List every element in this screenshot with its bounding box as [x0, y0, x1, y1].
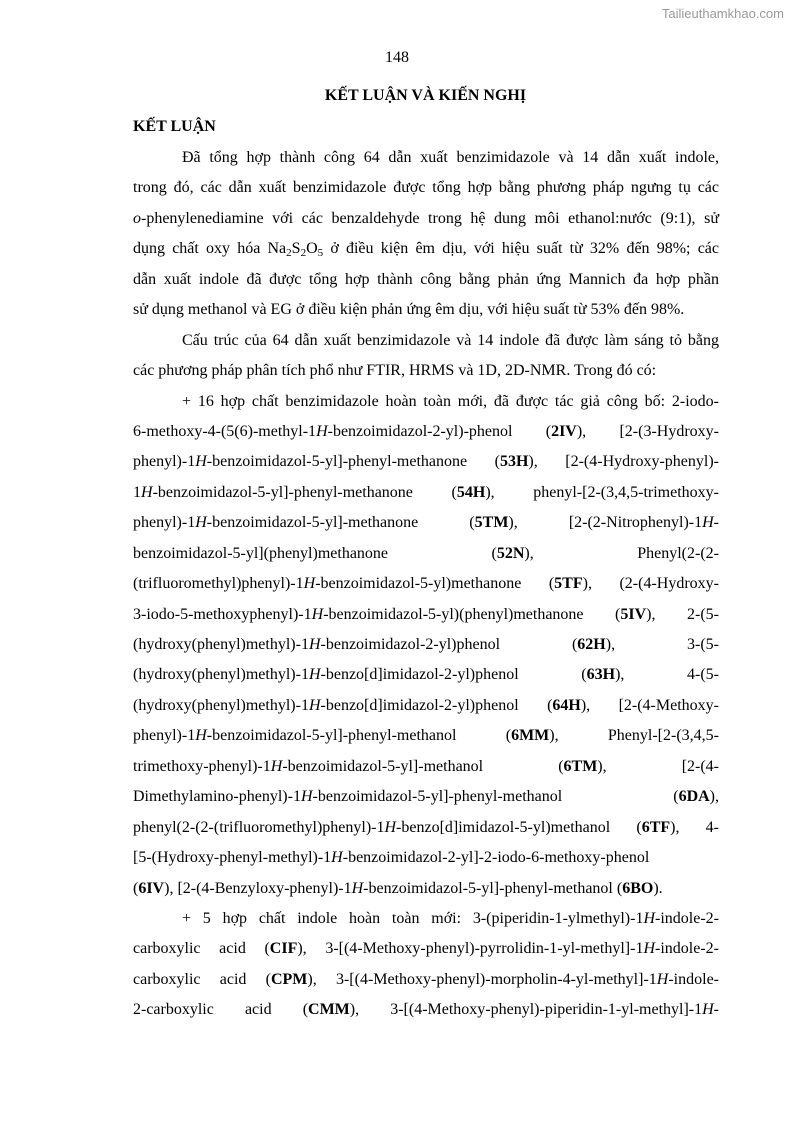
section-heading: KẾT LUẬN: [133, 118, 216, 135]
text-line: [133, 513, 719, 543]
text-run: [5-(Hydroxy-phenyl-methyl)-1: [133, 849, 332, 867]
text-run: O: [306, 240, 318, 258]
text-line: [133, 635, 719, 665]
italic-text: H: [702, 514, 714, 532]
text-line: [133, 483, 719, 513]
subscript: 2: [286, 247, 292, 260]
text-run: -benzoimidazol-5-yl)methanone (: [315, 575, 555, 593]
text-line: [133, 361, 719, 391]
paragraph: [133, 392, 719, 909]
text-run: phenyl(2-(2-(trifluoromethyl)phenyl)-1: [133, 818, 385, 836]
text-run: -: [713, 514, 719, 532]
italic-text: H: [300, 788, 313, 806]
chapter-title: KẾT LUẬN VÀ KIẾN NGHỊ: [324, 87, 527, 104]
text-run: trimethoxy-phenyl)-1: [133, 757, 271, 775]
text-line: [133, 178, 719, 208]
text-line: [133, 270, 719, 300]
italic-text: H: [308, 666, 321, 684]
text-run: sử dụng methanol và EG ở điều kiện phản ứng êm dịu, với hiệu suất từ 53% đến 98%.: [133, 301, 685, 319]
document-body: [133, 148, 719, 1031]
text-run: -benzo[d]imidazol-2-yl)phenol (: [320, 666, 587, 684]
compound-code: CPM: [270, 970, 308, 988]
compound-code: 62H: [577, 636, 606, 653]
italic-text: H: [308, 636, 321, 653]
watermark: Tailieuthamkhao.com: [661, 6, 784, 21]
text-run: ), 3-[(4-Methoxy-phenyl)-piperidin-1-yl-methyl]-1: [349, 1001, 703, 1019]
text-run: -benzoimidazol-5-yl]-phenyl-methanol (: [206, 727, 512, 745]
text-run: -phenylenediamine với các benzaldehyde trong hệ dung môi ethanol:nước (9:1), sử: [141, 209, 719, 227]
text-run: benzoimidazol-5-yl](phenyl)methanone (: [133, 544, 497, 562]
text-line: [133, 209, 719, 239]
text-run: ), Phenyl-[2-(3,4,5-: [549, 727, 719, 745]
text-run: (hydroxy(phenyl)methyl)-1: [133, 666, 309, 684]
text-run: S: [291, 240, 301, 258]
text-run: Đã tổng hợp thành công 64 dẫn xuất benzimidazole và 14 dẫn xuất indole,: [182, 149, 719, 166]
text-run: ), 2-(5-: [646, 605, 720, 623]
italic-text: H: [643, 940, 656, 958]
compound-code: 5TF: [554, 575, 583, 593]
text-run: (trifluoromethyl)phenyl)-1: [133, 575, 304, 593]
text-run: -benzoimidazol-2-yl)-phenol (: [327, 422, 552, 440]
compound-code: CMM: [308, 1001, 350, 1019]
italic-text: H: [311, 605, 324, 623]
text-run: -indole-: [668, 970, 719, 988]
italic-text: H: [316, 422, 328, 440]
text-run: ), [2-(4-: [597, 757, 719, 775]
text-run: Dimethylamino-phenyl)-1: [133, 788, 301, 806]
text-line: [133, 392, 719, 422]
italic-text: H: [702, 1001, 714, 1019]
text-run: ), 3-[(4-Methoxy-phenyl)-pyrrolidin-1-yl-methyl]-1: [297, 940, 644, 958]
text-run: -indole-2-: [655, 940, 719, 958]
italic-text: H: [141, 483, 153, 501]
compound-code: 6IV: [138, 879, 165, 897]
text-run: ), 4-(5-: [615, 666, 719, 684]
text-run: -benzo[d]imidazol-2-yl)phenol (: [320, 696, 553, 714]
italic-text: H: [195, 453, 207, 471]
compound-code: 6BO: [622, 879, 654, 897]
text-run: 3-iodo-5-methoxyphenyl)-1: [133, 605, 312, 623]
text-line: [133, 300, 719, 330]
text-line: [133, 818, 719, 848]
italic-text: H: [643, 909, 656, 927]
text-run: 1: [133, 483, 141, 501]
text-line: [133, 422, 719, 452]
text-run: dụng chất oxy hóa Na: [133, 240, 287, 258]
text-run: (hydroxy(phenyl)methyl)-1: [133, 696, 309, 714]
text-line: [133, 696, 719, 726]
text-run: ), Phenyl(2-(2-: [524, 544, 719, 562]
text-run: ), [2-(4-Methoxy-: [580, 696, 719, 714]
italic-text: H: [270, 757, 283, 775]
compound-code: 5IV: [620, 605, 647, 623]
text-line: [133, 939, 719, 969]
text-run: dẫn xuất indole đã được tổng hợp thành công bằng phản ứng Mannich đa hợp phần: [133, 270, 719, 288]
text-run: phenyl)-1: [133, 727, 196, 745]
compound-code: 64H: [552, 696, 581, 714]
text-line: [133, 909, 719, 939]
compound-code: 54H: [456, 483, 486, 501]
text-run: -benzoimidazol-5-yl]-methanol (: [282, 757, 564, 775]
text-run: -: [713, 1001, 719, 1019]
italic-text: H: [331, 849, 343, 867]
text-run: carboxylic acid (: [133, 940, 270, 958]
text-run: -benzoimidazol-2-yl]-2-iodo-6-methoxy-phenol: [342, 849, 650, 867]
text-run: -benzoimidazol-5-yl]-phenyl-methanone (: [152, 483, 457, 501]
compound-code: 6TM: [563, 757, 598, 775]
compound-code: 52N: [496, 544, 525, 562]
text-line: [133, 970, 719, 1000]
text-run: ), 3-(5-: [605, 636, 719, 653]
subscript: 5: [317, 247, 324, 260]
text-line: [133, 148, 719, 178]
text-line: [133, 879, 719, 909]
text-run: các phương pháp phân tích phổ như FTIR, HRMS và 1D, 2D-NMR. Trong đó có:: [133, 362, 657, 380]
text-line: [133, 787, 719, 817]
text-run: ), [2-(3-Hydroxy-: [576, 422, 719, 440]
italic-text: H: [195, 514, 207, 532]
text-run: phenyl)-1: [133, 453, 196, 471]
italic-text: H: [351, 879, 364, 897]
text-run: -benzoimidazol-5-yl]-methanone (: [206, 514, 475, 532]
paragraph: [133, 331, 719, 392]
text-line: [133, 757, 719, 787]
italic-text: H: [384, 818, 397, 836]
paragraph: [133, 148, 719, 331]
text-run: 6-methoxy-4-(5(6)-methyl-1: [133, 422, 317, 440]
compound-code: 6TF: [641, 818, 671, 836]
text-run: ), [2-(2-Nitrophenyl)-1: [508, 514, 703, 532]
text-run: + 16 hợp chất benzimidazole hoàn toàn mới, đã được tác giả công bố: 2-iodo-: [182, 392, 719, 410]
text-line: [133, 544, 719, 574]
italic-text: H: [303, 575, 316, 593]
paragraph: [133, 909, 719, 1031]
compound-code: 53H: [499, 453, 529, 471]
compound-code: 2IV: [551, 422, 577, 440]
text-run: -benzoimidazol-5-yl]-phenyl-methanol (: [363, 879, 623, 897]
text-line: [133, 331, 719, 361]
text-line: [133, 574, 719, 604]
text-run: -indole-2-: [655, 909, 719, 927]
text-run: ), [2-(4-Benzyloxy-phenyl)-1: [164, 879, 352, 897]
compound-code: CIF: [269, 940, 298, 958]
text-run: ở điều kiện êm dịu, với hiệu suất từ 32% đến 98%; các: [323, 240, 720, 258]
text-run: 2-carboxylic acid (: [133, 1001, 309, 1019]
text-run: trong đó, các dẫn xuất benzimidazole được tổng hợp bằng phương pháp ngưng tụ các: [133, 179, 719, 197]
text-run: -benzoimidazol-5-yl)(phenyl)methanone (: [323, 605, 621, 623]
text-run: ), phenyl-[2-(3,4,5-trimethoxy-: [485, 483, 719, 501]
text-run: -benzoimidazol-5-yl]-phenyl-methanol (: [312, 788, 679, 806]
italic-text: H: [656, 970, 669, 988]
italic-text: H: [195, 727, 207, 745]
compound-code: 63H: [586, 666, 616, 684]
text-run: -benzoimidazol-2-yl)phenol (: [320, 636, 578, 653]
text-run: (: [133, 879, 139, 897]
text-run: ),: [709, 788, 719, 806]
text-line: [133, 452, 719, 482]
text-line: [133, 665, 719, 695]
text-line: [133, 1000, 719, 1030]
compound-code: 6MM: [511, 727, 550, 745]
text-line: [133, 239, 719, 269]
text-run: -benzo[d]imidazol-5-yl)methanol (: [396, 818, 642, 836]
text-run: (hydroxy(phenyl)methyl)-1: [133, 636, 309, 653]
compound-code: 6DA: [678, 788, 710, 806]
italic-text: H: [308, 696, 321, 714]
text-run: -benzoimidazol-5-yl]-phenyl-methanone (: [206, 453, 500, 471]
text-line: [133, 605, 719, 635]
italic-text: o: [133, 209, 141, 227]
text-run: ), [2-(4-Hydroxy-phenyl)-: [528, 453, 719, 471]
text-run: ), 3-[(4-Methoxy-phenyl)-morpholin-4-yl-methyl]-1: [307, 970, 657, 988]
text-run: Cấu trúc của 64 dẫn xuất benzimidazole và 14 indole đã được làm sáng tỏ bằng: [182, 331, 719, 349]
page-number: 148: [385, 49, 409, 66]
text-run: phenyl)-1: [133, 514, 196, 532]
text-run: ), (2-(4-Hydroxy-: [582, 575, 719, 593]
text-run: ).: [653, 879, 663, 897]
text-line: [133, 848, 719, 878]
text-run: carboxylic acid (: [133, 970, 271, 988]
compound-code: 5TM: [474, 514, 509, 532]
text-run: + 5 hợp chất indole hoàn toàn mới: 3-(piperidin-1-ylmethyl)-1: [182, 909, 644, 927]
subscript: 2: [300, 247, 307, 260]
text-run: ), 4-: [670, 818, 719, 836]
text-line: [133, 726, 719, 756]
